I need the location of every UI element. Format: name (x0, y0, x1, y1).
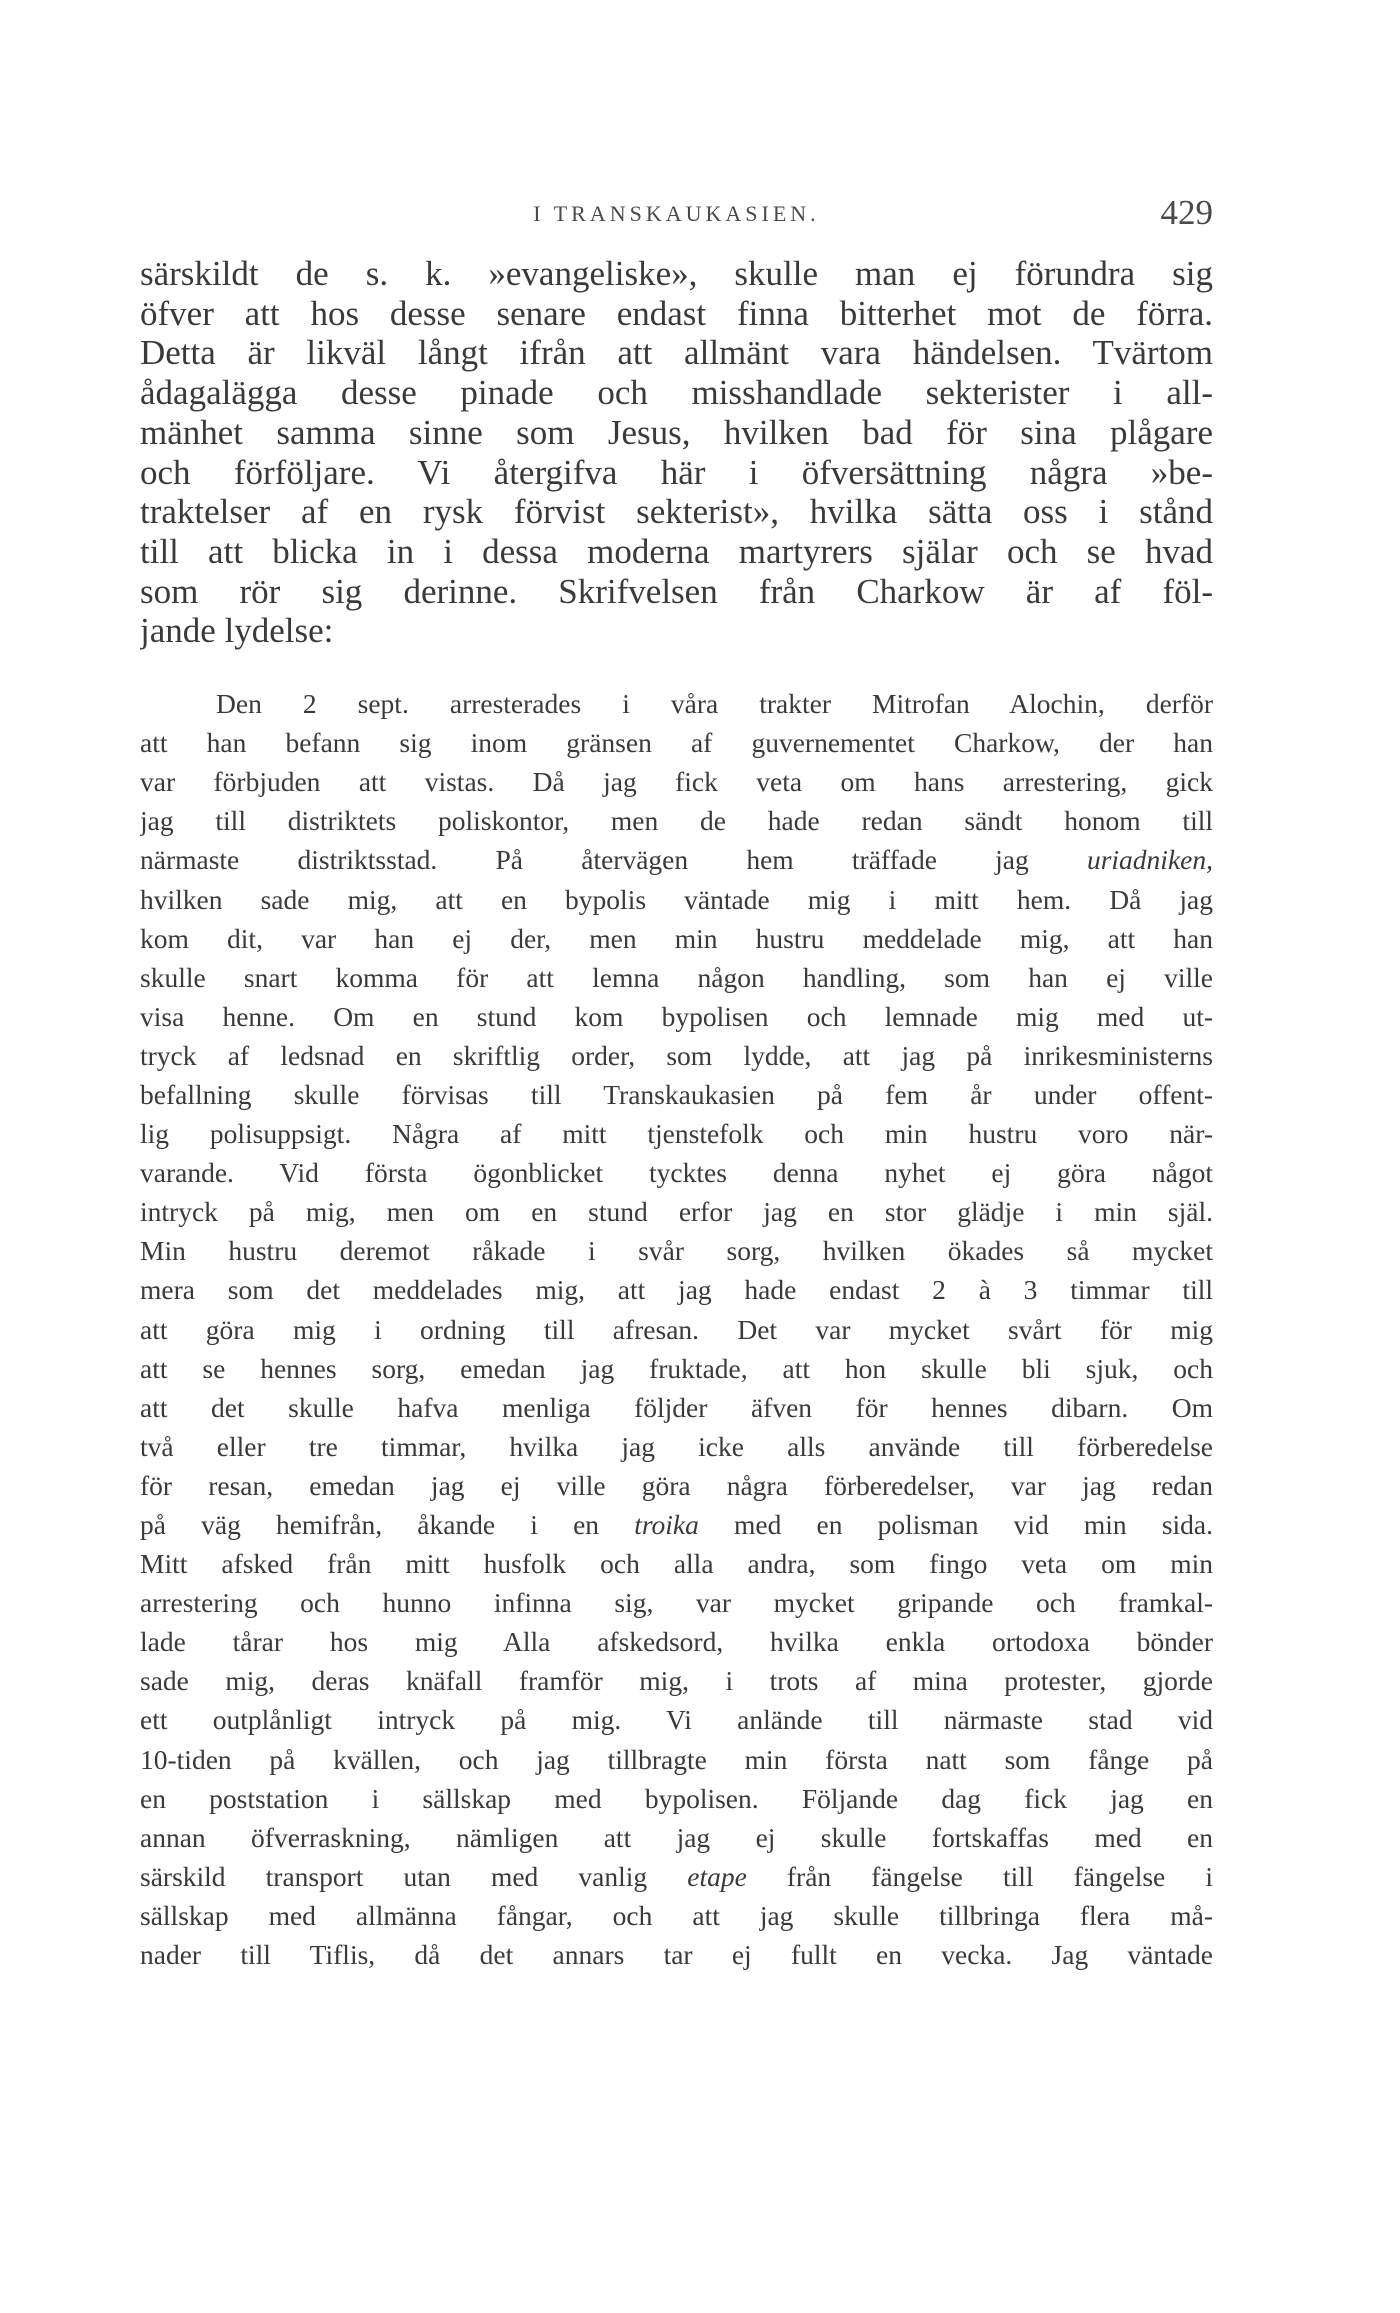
text-line: ett outplånligt intryck på mig. Vi anlände till närmaste stad vid (140, 1704, 1213, 1736)
text-line: befallning skulle förvisas till Transkaukasien på fem år under offent- (140, 1078, 1213, 1110)
text-line: två eller tre timmar, hvilka jag icke alls använde till förberedelse (140, 1430, 1213, 1462)
text-line: sade mig, deras knäfall framför mig, i trots af mina protester, gjorde (140, 1665, 1213, 1697)
text-line: att det skulle hafva menliga följder äfven för hennes dibarn. Om (140, 1391, 1213, 1423)
text-line: hvilken sade mig, att en bypolis väntade mig i mitt hem. Då jag (140, 883, 1213, 915)
text-segment: med en polisman vid min sida. (698, 1509, 1213, 1540)
text-line: Detta är likväl långt ifrån att allmänt vara händelsen. Tvärtom (140, 333, 1213, 373)
text-line: tryck af ledsnad en skriftlig order, som lydde, att jag på inrikesministerns (140, 1039, 1213, 1071)
text-line: 10-tiden på kvällen, och jag tillbragte min första natt som fånge på (140, 1743, 1213, 1775)
text-line: att se hennes sorg, emedan jag fruktade, att hon skulle bli sjuk, och (140, 1352, 1213, 1384)
text-line: Min hustru deremot råkade i svår sorg, hvilken ökades så mycket (140, 1235, 1213, 1267)
text-line: traktelser af en rysk förvist sekterist», hvilka sätta oss i stånd (140, 492, 1213, 532)
italic-word: troika (634, 1509, 699, 1540)
text-segment: särskild transport utan med vanlig (140, 1860, 688, 1892)
body-text (140, 254, 1213, 1974)
text-line: att göra mig i ordning till afresan. Det var mycket svårt för mig (140, 1313, 1213, 1345)
text-line: för resan, emedan jag ej ville göra några förberedelser, var jag redan (140, 1469, 1213, 1501)
text-segment: närmaste distriktsstad. På återvägen hem träffade jag (140, 844, 1087, 876)
text-line: särskildt de s. k. »evangeliske», skulle man ej förundra sig (140, 254, 1213, 293)
italic-word: etape (687, 1860, 747, 1892)
text-line: sällskap med allmänna fångar, och att jag skulle tillbringa flera må- (140, 1899, 1213, 1931)
intro-paragraph (140, 254, 1213, 651)
page-header (140, 193, 1213, 233)
text-line (140, 1857, 1213, 1896)
text-line: jande lydelse: (140, 611, 334, 651)
text-segment: från fängelse till fängelse i (746, 1860, 1213, 1892)
letter-quotation (140, 684, 1213, 1974)
text-line: som rör sig derinne. Skrifvelsen från Charkow är af föl- (140, 571, 1213, 611)
text-line: arrestering och hunno infinna sig, var mycket gripande och framkal- (140, 1587, 1213, 1619)
page-number: 429 (1160, 193, 1213, 232)
text-line: mera som det meddelades mig, att jag hade endast 2 à 3 timmar till (140, 1274, 1213, 1306)
text-line (140, 1505, 1213, 1544)
text-line: att han befann sig inom gränsen af guvernementet Charkow, der han (140, 727, 1213, 759)
text-line: en poststation i sällskap med bypolisen. Följande dag fick jag en (140, 1782, 1213, 1814)
text-line: skulle snart komma för att lemna någon handling, som han ej ville (140, 961, 1213, 993)
italic-word: uriadniken, (1086, 844, 1213, 876)
text-line: öfver att hos desse senare endast finna bitterhet mot de förra. (140, 293, 1213, 333)
text-line: Den 2 sept. arresterades i våra trakter Mitrofan Alochin, derför (216, 688, 1213, 720)
text-line: till att blicka in i dessa moderna martyrers själar och se hvad (140, 531, 1213, 571)
text-line: visa henne. Om en stund kom bypolisen och lemnade mig med ut- (140, 1000, 1213, 1032)
text-line: och förföljare. Vi återgifva här i öfversättning några »be- (140, 452, 1213, 492)
text-line: jag till distriktets poliskontor, men de hade redan sändt honom till (140, 805, 1213, 837)
text-line: annan öfverraskning, nämligen att jag ej skulle fortskaffas med en (140, 1821, 1213, 1853)
text-line: Mitt afsked från mitt husfolk och alla andra, som fingo veta om min (140, 1548, 1213, 1580)
text-line: varande. Vid första ögonblicket tycktes denna nyhet ej göra något (140, 1157, 1213, 1189)
text-line: kom dit, var han ej der, men min hustru meddelade mig, att han (140, 922, 1213, 954)
text-line: ådagalägga desse pinade och misshandlade sekterister i all- (140, 373, 1213, 413)
text-line: nader till Tiflis, då det annars tar ej fullt en vecka. Jag väntade (140, 1939, 1213, 1971)
text-line: lade tårar hos mig Alla afskedsord, hvilka enkla ortodoxa bönder (140, 1626, 1213, 1658)
text-line: mänhet samma sinne som Jesus, hvilken bad för sina plågare (140, 412, 1213, 452)
text-line: var förbjuden att vistas. Då jag fick veta om hans arrestering, gick (140, 766, 1213, 798)
running-head: I TRANSKAUKASIEN. (533, 201, 820, 226)
text-line (140, 840, 1213, 879)
text-line: intryck på mig, men om en stund erfor jag en stor glädje i min själ. (140, 1196, 1213, 1228)
text-line: lig polisuppsigt. Några af mitt tjenstefolk och min hustru voro när- (140, 1118, 1213, 1150)
text-segment: på väg hemifrån, åkande i en (140, 1509, 635, 1540)
